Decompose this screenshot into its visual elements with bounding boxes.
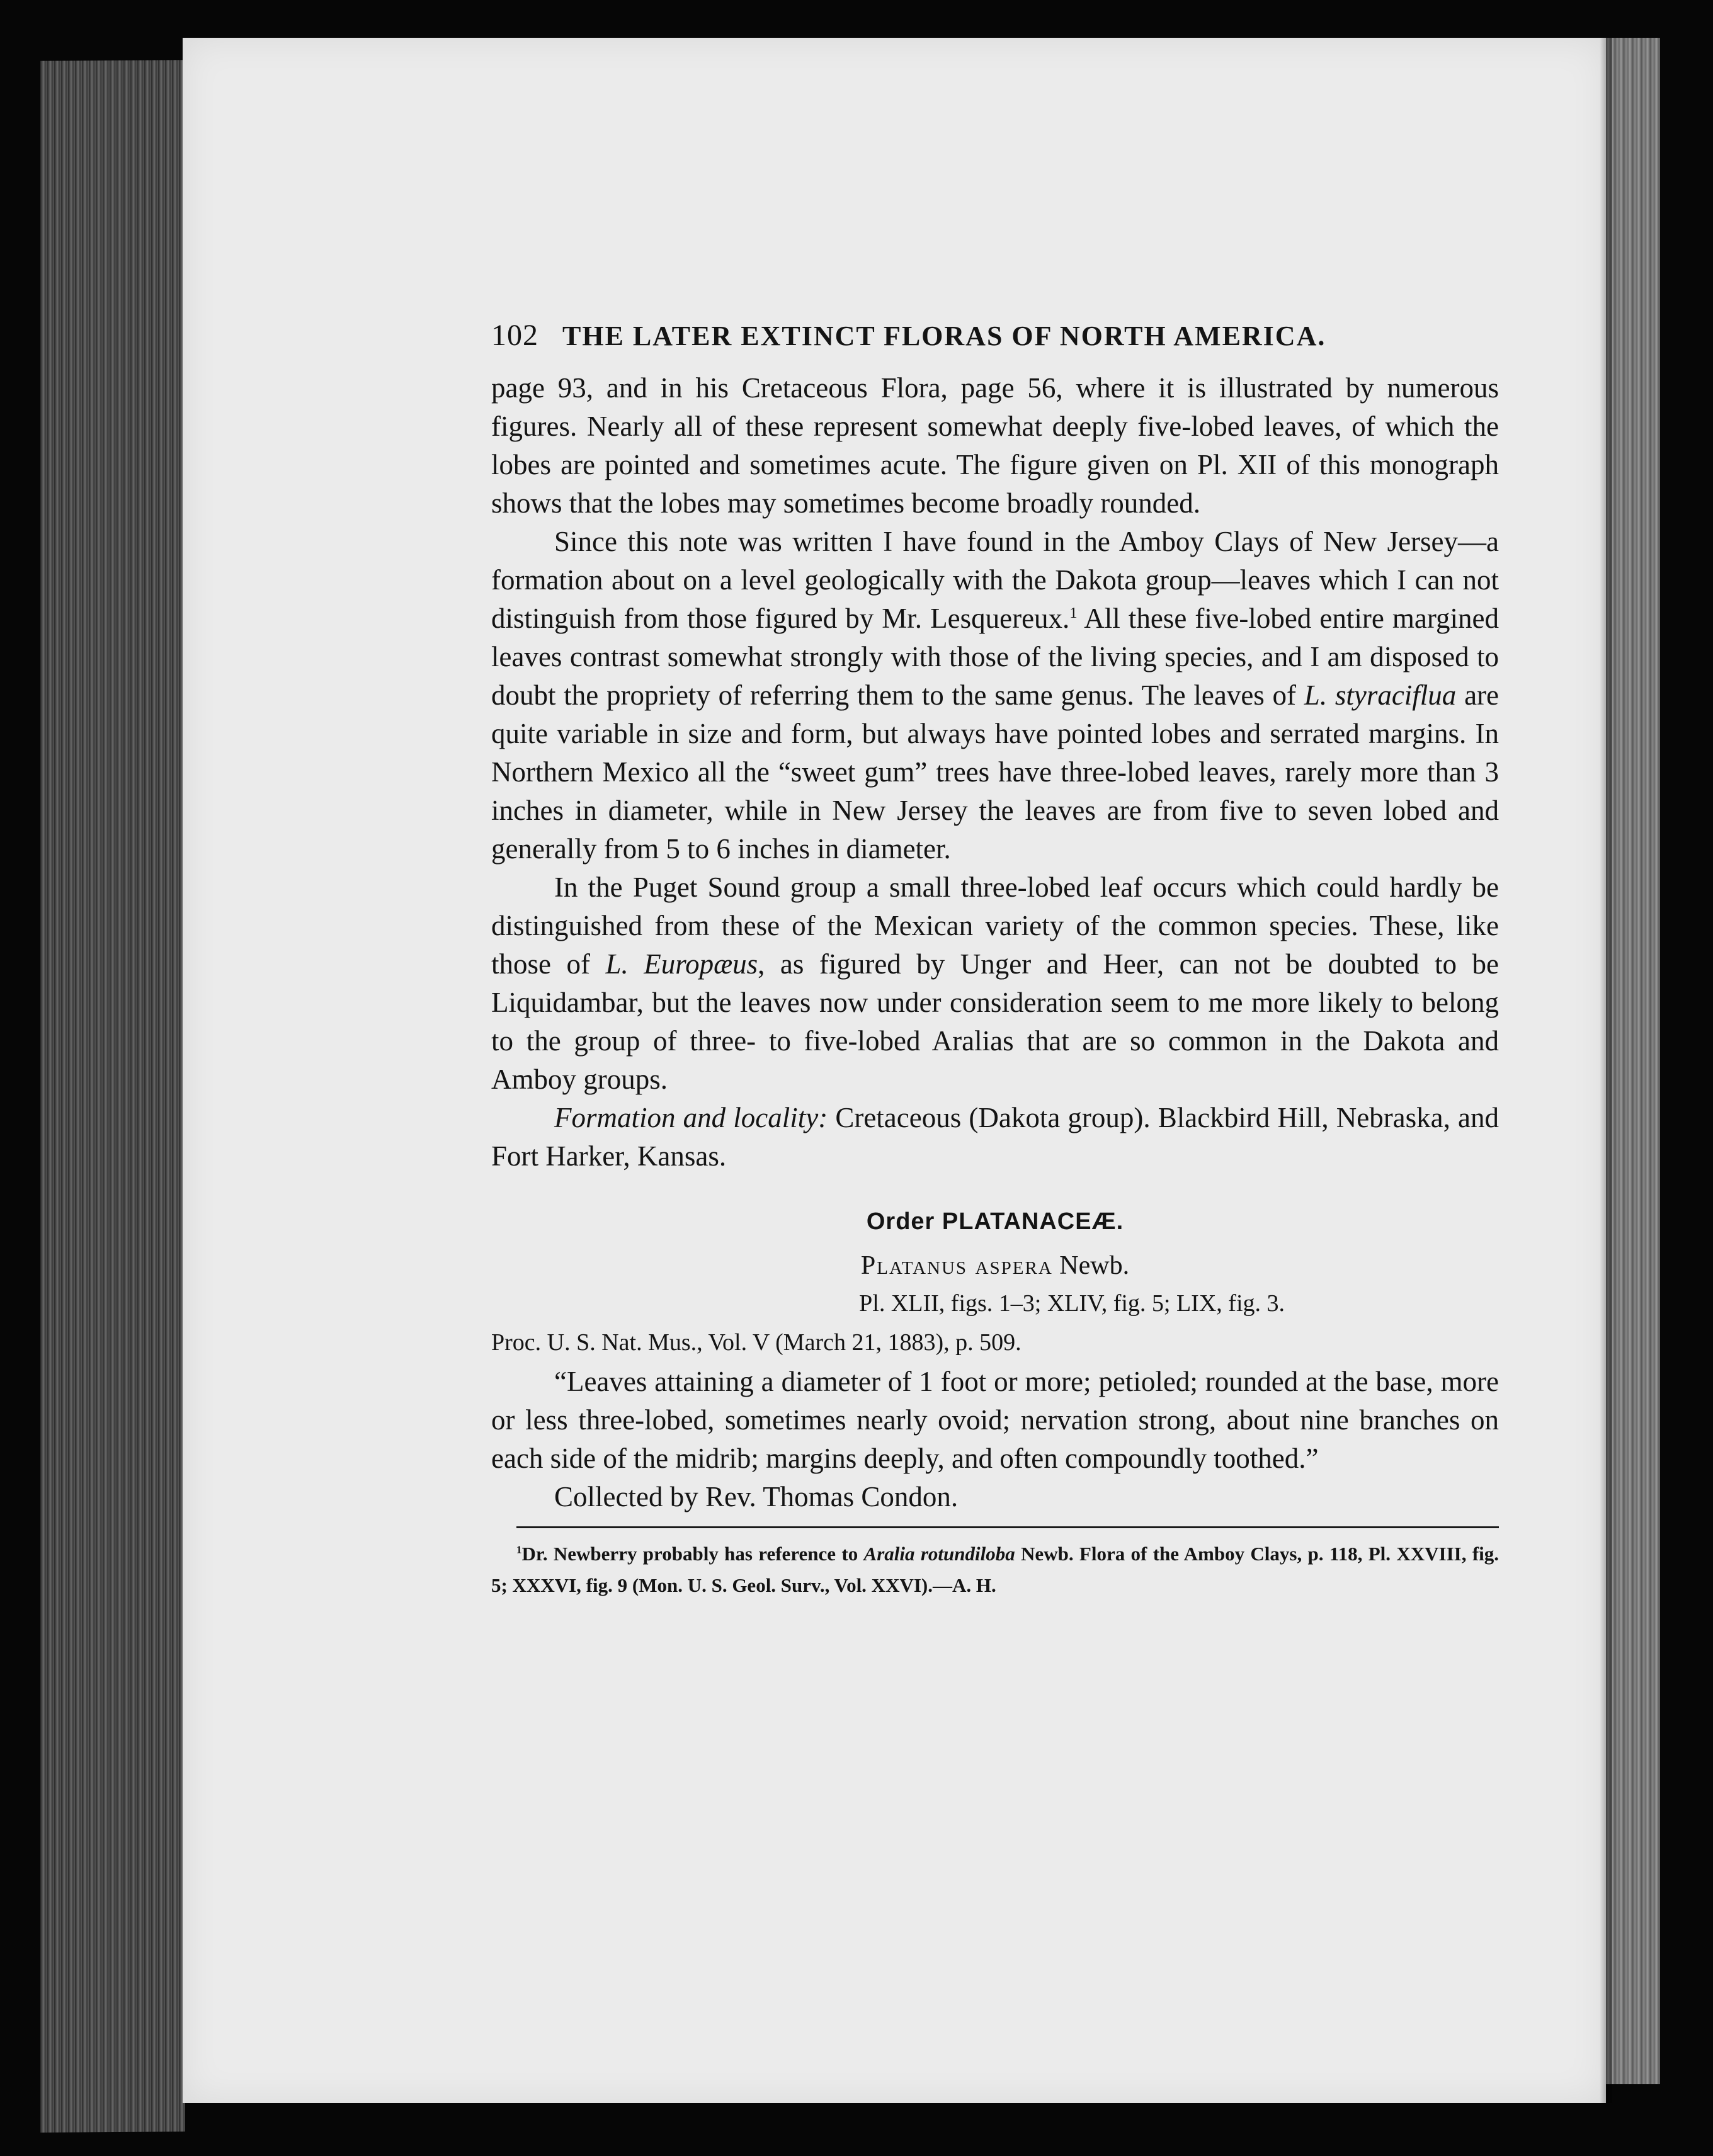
species-heading	[491, 1251, 1499, 1281]
species-italic: L. styraciflua	[1304, 679, 1457, 711]
paragraph-text: All these five-lobed entire margined leaves contrast somewhat strongly with those of the living species, and I am disposed to doubt the propriety of referring them to the same genus. The leaves of	[491, 603, 1499, 711]
footnote-species-italic: Aralia rotundiloba	[863, 1543, 1015, 1565]
footnote-text: Dr. Newberry probably has reference to	[521, 1543, 864, 1565]
plates-reference: Pl. XLII, figs. 1–3; XLIV, fig. 5; LIX, fig. 3.	[859, 1290, 1285, 1317]
description-quote: “Leaves attaining a diameter of 1 foot or more; petioled; rounded at the base, more or less three-lobed, sometimes nearly ovoid; nervation strong, about nine branches on each side of the midrib; margins deeply, and often compoundly toothed.”	[491, 1366, 1499, 1474]
footnote-reference: 1	[1069, 604, 1078, 621]
paragraph-text: Since this note was written I have found in the Amboy Clays of New Jersey—a formation about on a level geologically with the Dakota group—leaves which I can not distinguish from those figured by Mr. Lesquereux.	[491, 526, 1499, 634]
page-number: 102	[491, 319, 538, 352]
collector-line: Collected by Rev. Thomas Condon.	[554, 1481, 959, 1512]
footnote-divider	[516, 1526, 1499, 1528]
paragraph-text: In the Puget Sound group a small three-lobed leaf occurs which could hardly be distinguished from these of the Mexican variety of the common species. These, like those of	[491, 871, 1499, 980]
paragraph-formation-locality	[491, 1099, 1499, 1176]
page-text-block	[491, 318, 1499, 1601]
paragraph-text: Cretaceous (Dakota group). Blackbird Hill, Nebraska, and Fort Harker, Kansas.	[491, 1102, 1499, 1172]
page-gutter-shadow	[1600, 38, 1612, 2103]
running-title: THE LATER EXTINCT FLORAS OF NORTH AMERICA.	[562, 321, 1326, 351]
footnote-mark: 1	[516, 1543, 522, 1556]
paragraph-puget-sound	[491, 868, 1499, 1099]
footnote-text: Newb. Flora of the Amboy Clays, p. 118, Pl. XXVIII, fig. 5; XXXVI, fig. 9 (Mon. U. S. Geol. Surv., Vol. XXVI).—A. H.	[491, 1543, 1499, 1596]
species-author: Newb.	[1052, 1251, 1130, 1280]
species-italic: L. Europæus	[605, 948, 758, 980]
book-right-page-edges	[1606, 38, 1660, 2084]
book-left-page-edges	[40, 60, 185, 2133]
paragraph-amboy-clays	[491, 523, 1499, 868]
paragraph-text: , as figured by Unger and Heer, can not be doubted to be Liquidambar, but the leaves now under consideration seem to me more likely to belong to the group of three- to five-lobed Aralias that are so common in the Dakota and Amboy groups.	[491, 948, 1499, 1095]
paragraph-text: are quite variable in size and form, but always have pointed lobes and serrated margins. In Northern Mexico all the “sweet gum” trees have three-lobed leaves, rarely more than 3 inches in diameter, while in New Jersey the leaves are from five to seven lobed and generally from 5 to 6 inches in diameter.	[491, 679, 1499, 865]
paragraph-continued: page 93, and in his Cretaceous Flora, page 56, where it is illustrated by numerous figures. Nearly all of these represent somewhat deeply five-lobed leaves, of which the lobes are pointed and sometimes acute. The figure given on Pl. XII of this monograph shows that the lobes may sometimes become broadly rounded.	[491, 372, 1499, 519]
running-head	[491, 318, 1499, 353]
footnote	[491, 1538, 1499, 1601]
species-name: Platanus aspera	[860, 1251, 1053, 1280]
publication-reference: Proc. U. S. Nat. Mus., Vol. V (March 21, 1883), p. 509.	[491, 1329, 1022, 1356]
order-heading: Order PLATANACEÆ.	[866, 1208, 1124, 1235]
formation-label: Formation and locality:	[554, 1102, 828, 1133]
